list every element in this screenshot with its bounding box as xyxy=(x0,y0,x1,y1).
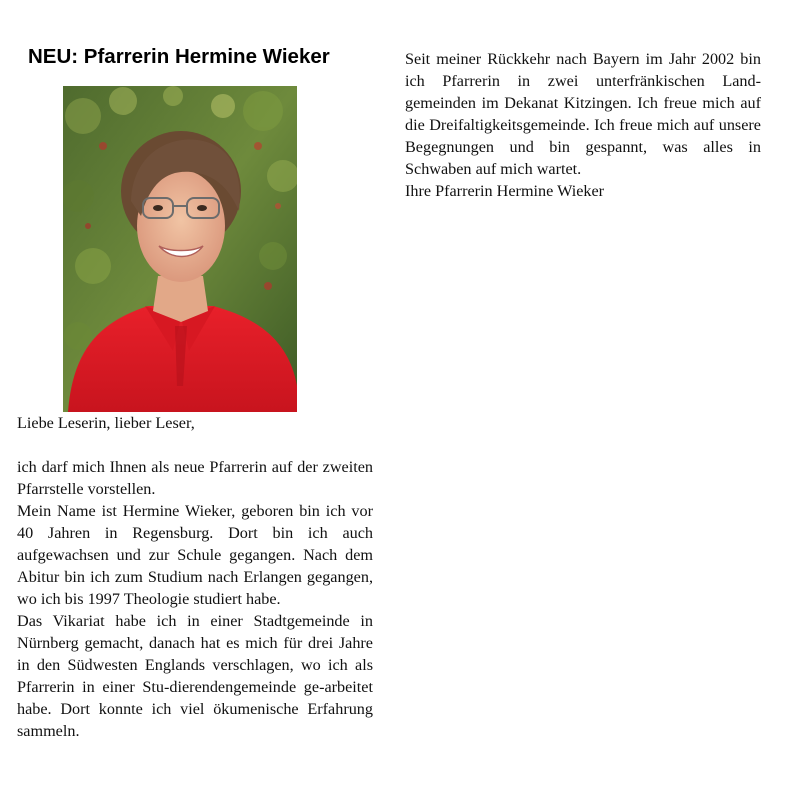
portrait-photo xyxy=(63,86,297,412)
signature-text: Ihre Pfarrerin Hermine Wieker xyxy=(405,182,605,200)
body-paragraph: Mein Name ist Hermine Wieker, geboren bin ich vor 40 Jahren in Regensburg. Dort bin ich auch aufgewachsen und zur Schule gegangen. Nach dem Abitur bin ich zum Studium nach Erlangen gegangen, wo ich bis 1997 Theologie studiert habe. xyxy=(17,502,373,608)
greeting-text: Liebe Leserin, lieber Leser, xyxy=(17,414,195,432)
body-paragraph: ich darf mich Ihnen als neue Pfarrerin auf der zweiten Pfarrstelle vorstellen. xyxy=(17,458,373,498)
body-paragraph: Das Vikariat habe ich in einer Stadtgemeinde in Nürnberg gemacht, danach hat es mich für drei Jahre in den Südwesten Englands verschlagen, wo ich als Pfarrerin in einer Stu-dierendengemeinde ge-arbeitet habe. Dort konnte ich viel ökumenische Erfahrung sammeln. xyxy=(17,612,373,740)
article-right-column xyxy=(405,48,761,202)
article-title: NEU: Pfarrerin Hermine Wieker xyxy=(28,45,330,68)
body-paragraph: Seit meiner Rückkehr nach Bayern im Jahr 2002 bin ich Pfarrerin in zwei unterfränkischen Land-gemeinden im Dekanat Kitzingen. Ich freue mich auf die Dreifaltigkeitsgemeinde. Ich freue mich auf unsere Begegnungen und bin gespannt, was alles in Schwaben auf mich wartet. xyxy=(405,50,761,178)
article-left-column xyxy=(17,412,373,742)
